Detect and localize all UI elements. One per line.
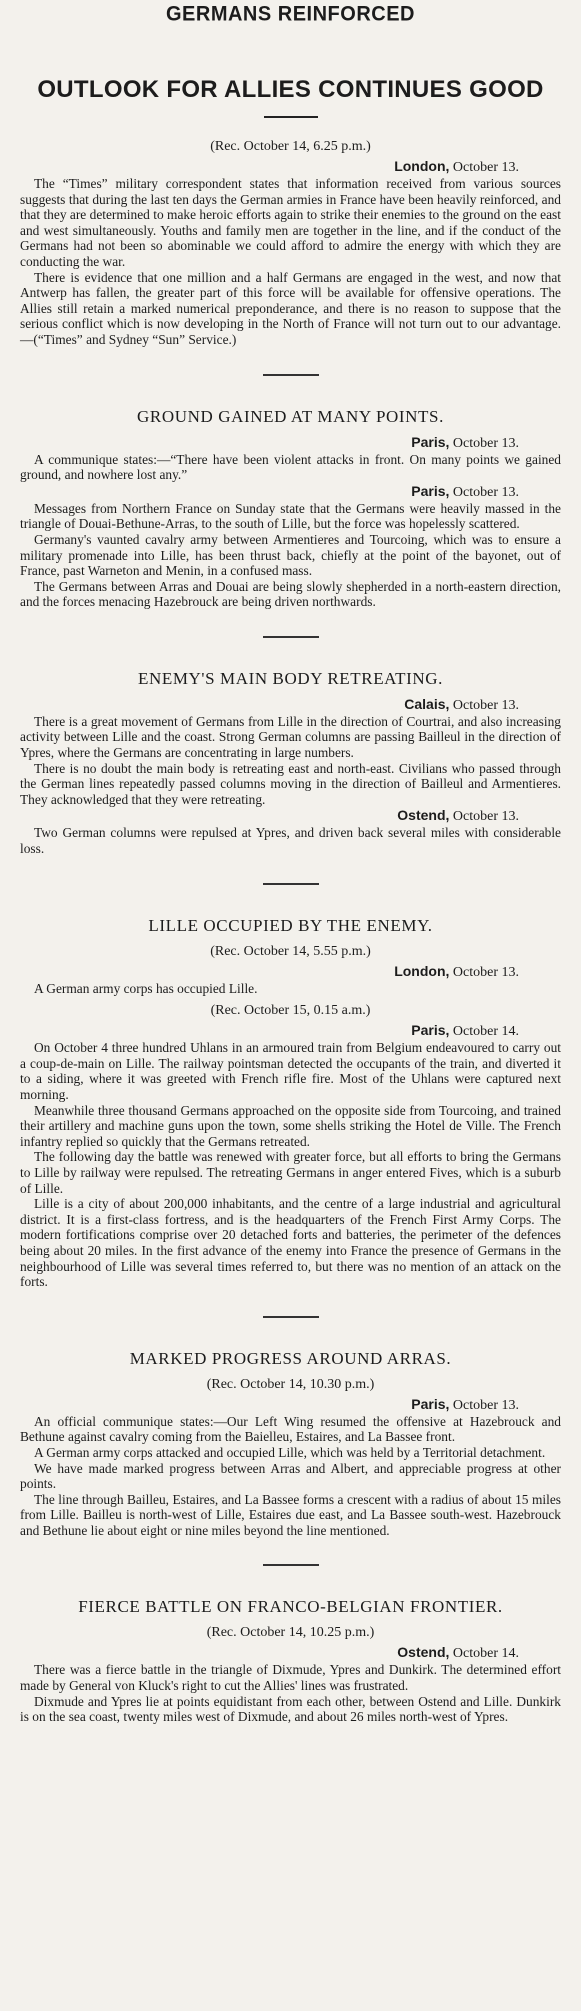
dateline-place: Paris, <box>411 1395 450 1412</box>
dateline-place: Paris, <box>411 1022 450 1039</box>
article-paragraph: A communique states:—“There have been violent attacks in front. On many points we gained ground, and nowhere lost any.” <box>20 451 561 483</box>
article-paragraph: Germany's vaunted cavalry army between Armentieres and Tourcoing, which was to ensure a military promenade into Lille, has been thrust back, chiefly at the point of the bayonet, out of France, past Warneton and Menin, in a confused mass. <box>20 531 561 579</box>
dateline <box>20 1022 561 1040</box>
article-paragraph: A German army corps attacked and occupied Lille, which was held by a Territorial detachment. <box>34 1444 546 1460</box>
dateline <box>20 1644 561 1662</box>
headline: GERMANS REINFORCED <box>165 2 415 26</box>
article-paragraph: Lille is a city of about 200,000 inhabitants, and the centre of a large industrial and agricultural district. It is a first-class fortress, and is the headquarters of the French First Army Corps. The modern fortifications comprise over 20 detached forts and batteries, the perimeter of the defences being about 20 miles. In the first advance of the enemy into France the presence of Germans in the neighbourhood of Lille was several times referred to, but there was no mention of an attack on the forts. <box>20 1196 561 1290</box>
section-separator <box>263 374 319 376</box>
dateline <box>20 807 561 825</box>
dateline-date: October 14. <box>449 1646 519 1662</box>
article-paragraph: There is evidence that one million and a half Germans are engaged in the west, and now that Antwerp has fallen, the greater part of this force will be available for offensive operations. The Allies still retain a marked numerical preponderance, and there is no reason to suppose that the serious conflict which is now developing in the North of France will not turn out to our advantage. —(“Times” and Sydney “Sun” Service.) <box>20 269 561 347</box>
dateline-place: Ostend, <box>397 1644 450 1661</box>
received-note: (Rec. October 14, 10.30 p.m.) <box>206 1376 375 1392</box>
dateline <box>20 963 561 981</box>
section-separator <box>263 1316 319 1318</box>
article-paragraph: Meanwhile three thousand Germans approached on the opposite side from Tourcoing, and trained their artillery and machine guns upon the town, some shells striking the Hotel de Ville. The French infantry replied so quickly that the Germans retreated. <box>20 1102 561 1149</box>
article-paragraph: There was a fierce battle in the triangle of Dixmude, Ypres and Dunkirk. The determined effort made by General von Kluck's right to cut the Allies' lines was frustrated. <box>20 1662 561 1694</box>
dateline-place: Ostend, <box>397 807 450 824</box>
received-note: (Rec. October 14, 10.25 p.m.) <box>206 1625 375 1641</box>
dateline-date: October 13. <box>449 809 519 825</box>
article-section <box>20 883 561 1290</box>
dateline <box>20 158 561 176</box>
article-section <box>20 374 561 610</box>
dateline-date: October 13. <box>449 484 519 500</box>
article-paragraph: The line through Bailleu, Estaires, and La Bassee forms a crescent with a radius of about 15 miles from Lille. Bailleu is north-west of Lille, Estaires due east, and La Bassee south-west. Hazebrouck and Bethune lie about eight or nine miles beyond the line mentioned. <box>20 1491 561 1538</box>
section-separator <box>263 1564 319 1566</box>
dateline <box>20 434 561 452</box>
received-note: (Rec. October 15, 0.15 a.m.) <box>210 1003 371 1019</box>
article-paragraph: The Germans between Arras and Douai are being slowly shepherded in a north-eastern direction, and the forces menacing Hazebrouck are being driven northwards. <box>20 578 561 610</box>
article-paragraph: Dixmude and Ypres lie at points equidistant from each other, between Ostend and Lille. Dunkirk is on the sea coast, twenty miles west of Dixmude, and about 26 miles north-west of Ypres. <box>20 1693 561 1725</box>
article-section <box>20 1564 561 1724</box>
dateline-place: Calais, <box>404 695 450 712</box>
dateline-date: October 14. <box>449 1024 519 1040</box>
section-title: MARKED PROGRESS AROUND ARRAS. <box>129 1348 452 1368</box>
dateline-date: October 13. <box>449 697 519 713</box>
dateline-place: London, <box>394 158 450 174</box>
section-separator <box>263 883 319 885</box>
section-separator <box>263 636 319 638</box>
dateline-date: October 13. <box>449 435 519 451</box>
dateline <box>20 1396 561 1414</box>
dateline-place: Paris, <box>411 433 450 450</box>
dateline <box>20 483 561 501</box>
article-paragraph: The “Times” military correspondent states that information received from various sources suggests that during the last ten days the German armies in France have been heavily reinforced, and that they are determined to make heroic efforts again to strike their enemies to the ground on the east and west simultaneously. Youths and family men are together in the line, and if the conduct of the Germans had not been so abominable we could afford to admire the energy with which they are conducting the war. <box>20 176 561 269</box>
article-paragraph: Two German columns were repulsed at Ypres, and driven back several miles with considerable loss. <box>20 825 561 857</box>
article-paragraph: There is no doubt the main body is retreating east and north-east. Civilians who passed through the German lines repeatedly passed columns moving in the direction of Bailleul and Armentieres. They acknowledged that they were retreating. <box>20 760 561 807</box>
article-paragraph: A German army corps has occupied Lille. <box>34 980 258 996</box>
received-note: (Rec. October 14, 5.55 p.m.) <box>210 943 371 959</box>
received-note: (Rec. October 14, 6.25 p.m.) <box>210 139 371 154</box>
dateline-date: October 13. <box>449 964 519 980</box>
article-paragraph: The following day the battle was renewed with greater force, but all efforts to bring the Germans to Lille by railway were repulsed. The retreating Germans in anger entered Fives, which is a suburb of Lille. <box>20 1149 561 1196</box>
article-section <box>20 1316 561 1539</box>
article-paragraph: On October 4 three hundred Uhlans in an armoured train from Belgium endeavoured to carry out a coup-de-main on Lille. The railway pointsman detected the occupants of the train, and diverted it to a siding, where it was greeted with French rifle fire. Most of the Uhlans were captured next morning. <box>20 1040 561 1102</box>
dateline-date: October 13. <box>449 160 519 175</box>
section-title: ENEMY'S MAIN BODY RETREATING. <box>137 668 444 688</box>
article-paragraph: An official communique states:—Our Left Wing resumed the offensive at Hazebrouck and Bethune against cavalry coming from the Baielleu, Estaires, and La Bassee front. <box>20 1413 561 1445</box>
section-title: GROUND GAINED AT MANY POINTS. <box>137 406 444 426</box>
dateline-place: Paris, <box>411 482 450 499</box>
article-paragraph: We have made marked progress between Arras and Albert, and appreciable progress at other points. <box>20 1460 561 1492</box>
dateline <box>20 696 561 714</box>
dateline-date: October 13. <box>449 1397 519 1413</box>
article-section <box>20 636 561 857</box>
section-title: FIERCE BATTLE ON FRANCO-BELGIAN FRONTIER. <box>78 1597 503 1617</box>
headline-rule <box>264 116 318 118</box>
article-section <box>20 138 561 348</box>
subheadline: OUTLOOK FOR ALLIES CONTINUES GOOD <box>37 76 544 103</box>
articles <box>20 138 561 1725</box>
dateline-place: London, <box>394 962 450 979</box>
article-paragraph: There is a great movement of Germans from Lille in the direction of Courtrai, and also increasing activity between Lille and the coast. Strong German columns are passing Bailleul in the direction of Ypres, where the Germans are concentrating in large numbers. <box>20 713 561 761</box>
section-title: LILLE OCCUPIED BY THE ENEMY. <box>148 915 433 935</box>
article-paragraph: Messages from Northern France on Sunday state that the Germans were heavily massed in the triangle of Douai-Bethune-Arras, to the south of Lille, but the force was hopelessly scattered. <box>20 500 561 532</box>
